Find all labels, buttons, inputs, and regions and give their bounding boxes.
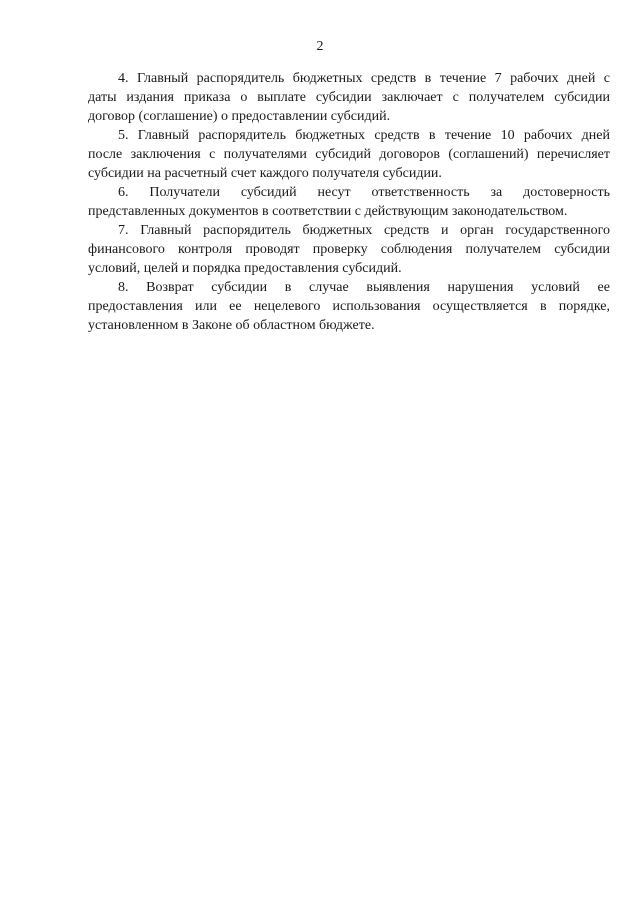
paragraph-line: установленном в Законе об областном бюджете. [88, 318, 375, 333]
paragraph-line: представленных документов в соответствии с действующим законодательством. [88, 204, 568, 219]
paragraph-line: 8. Возврат субсидии в случае выявления нарушения условий ее [118, 280, 610, 295]
page-number: 2 [316, 39, 324, 54]
paragraph-line: договор (соглашение) о предоставлении субсидий. [88, 109, 391, 124]
paragraph-line: условий, целей и порядка предоставления субсидий. [88, 261, 402, 276]
paragraph-line: субсидии на расчетный счет каждого получателя субсидии. [88, 166, 442, 181]
paragraph-line: 5. Главный распорядитель бюджетных средств в течение 10 рабочих дней [118, 128, 610, 143]
paragraph-line: финансового контроля проводят проверку соблюдения получателем субсидии [88, 242, 610, 257]
paragraph-5 [88, 126, 610, 183]
document-body [88, 69, 610, 335]
paragraph-line: 4. Главный распорядитель бюджетных средств в течение 7 рабочих дней с [118, 71, 610, 86]
paragraph-6 [88, 183, 610, 221]
paragraph-4 [88, 69, 610, 126]
paragraph-line: даты издания приказа о выплате субсидии заключает с получателем субсидии [88, 90, 610, 105]
paragraph-line: 7. Главный распорядитель бюджетных средств и орган государственного [118, 223, 610, 238]
paragraph-line: предоставления или ее нецелевого использования осуществляется в порядке, [88, 299, 610, 314]
paragraph-8 [88, 278, 610, 335]
paragraph-line: 6. Получатели субсидий несут ответственность за достоверность [118, 185, 610, 200]
paragraph-line: после заключения с получателями субсидий договоров (соглашений) перечисляет [88, 147, 610, 162]
paragraph-7 [88, 221, 610, 278]
